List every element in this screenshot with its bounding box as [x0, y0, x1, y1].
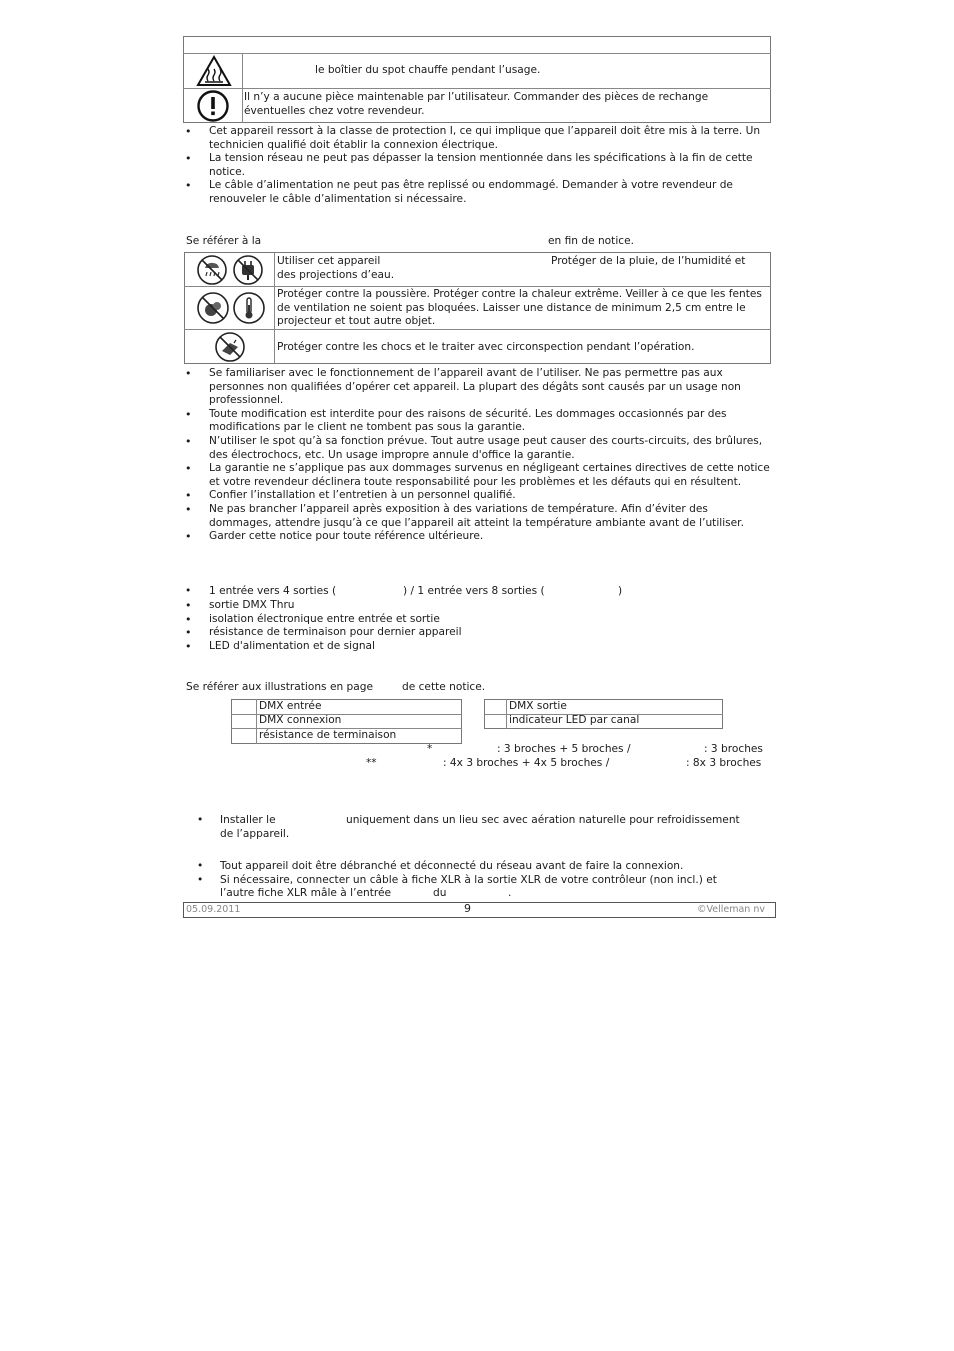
install-1a: Installer le	[220, 814, 276, 826]
list-item: • Le câble d’alimentation ne peut pas être replissé ou endommagé. Demander à votre revendeur de renouveler le câble d’alimentation si nécessaire.	[185, 179, 770, 206]
install-bullet-dot: •	[197, 814, 204, 826]
install-bullet-dot: •	[197, 860, 204, 872]
list-item: • Ne pas brancher l’appareil après exposition à des variations de température. Afin d’éviter des dommages, attendre jusqu’à ce que l’appareil ait atteint la température ambiante avant de l’utiliser.	[185, 503, 770, 530]
install-3b: l’autre fiche XLR mâle à l’entrée	[220, 887, 392, 899]
footer-copyright: ©Velleman nv	[697, 904, 765, 915]
feature-bullet-dot: •	[185, 585, 192, 597]
list-item: • Garder cette notice pour toute référence ultérieure.	[185, 530, 770, 544]
note1-a: : 3 broches + 5 broches /	[497, 743, 631, 755]
note1-b: : 3 broches	[704, 743, 763, 755]
list-item: • N’utiliser le spot qu’à sa fonction prévue. Tout autre usage peut causer des courts-circuits, des brûlures, des électrochocs, etc. Un usage impropre annule d'office la garantie.	[185, 435, 770, 462]
thermometer-icon	[232, 291, 266, 325]
warnings-table-divider	[242, 53, 243, 123]
install-3a: Si nécessaire, connecter un câble à fiche XLR à la sortie XLR de votre contrôleur (non incl.) et	[220, 874, 717, 886]
overview-item-dmx-connection: DMX connexion	[259, 714, 342, 726]
list-item: • isolation électronique entre entrée et sortie	[185, 613, 770, 627]
footer-bar	[183, 902, 776, 918]
install-3d: .	[508, 887, 512, 899]
footer-date: 05.09.2011	[186, 904, 241, 915]
guidelines-row1-a: Utiliser cet appareil	[277, 255, 381, 267]
no-rain-icon	[196, 254, 228, 286]
warning-hot-text: le boîtier du spot chauffe pendant l’usage.	[315, 64, 541, 76]
list-item: • La garantie ne s’applique pas aux dommages survenus en négligeant certaines directives de cette notice et votre revendeur déclinera toute responsabilité pour les problèmes et les défauts qui en résultent.	[185, 462, 770, 489]
warnings-table-divider	[183, 53, 771, 54]
guidelines-intro-right: en fin de notice.	[548, 235, 634, 247]
feature-1b: ) / 1 entrée vers 8 sorties (	[403, 585, 545, 597]
overview-intro-b: de cette notice.	[402, 681, 486, 693]
guidelines-row1-c: des projections d’eau.	[277, 269, 395, 281]
list-item: • Toute modification est interdite pour des raisons de sécurité. Les dommages occasionnés par des modifications par le client ne tombent pas sous la garantie.	[185, 408, 770, 435]
overview-item-terminator: résistance de terminaison	[259, 729, 397, 741]
guidelines-table-divider	[274, 252, 275, 364]
overview-item-led-indicator: indicateur LED par canal	[509, 714, 640, 726]
feature-1c: )	[618, 585, 623, 597]
list-item: • Cet appareil ressort à la classe de protection I, ce qui implique que l’appareil doit être mis à la terre. Un technicien qualifié doit établir la connexion électrique.	[185, 125, 770, 152]
list-item: • LED d'alimentation et de signal	[185, 640, 770, 654]
list-item: • résistance de terminaison pour dernier appareil	[185, 626, 770, 640]
overview-intro-a: Se référer aux illustrations en page	[186, 681, 374, 693]
overview-item-dmx-input: DMX entrée	[259, 700, 322, 712]
list-item: • Se familiariser avec le fonctionnement de l’appareil avant de l’utiliser. Ne pas permettre pas aux personnes non qualifiées d’opérer cet appareil. La plupart des dégâts sont causés par un usage non professionnel.	[185, 367, 770, 408]
warnings-table-divider	[183, 88, 771, 89]
no-dust-icon	[196, 291, 230, 325]
install-3c: du	[433, 887, 447, 899]
general-list	[185, 367, 770, 544]
list-item: • sortie DMX Thru	[185, 599, 770, 613]
list-item: • Confier l’installation et l’entretien à un personnel qualifié.	[185, 489, 770, 503]
install-bullet-dot: •	[197, 874, 204, 886]
guidelines-table-divider	[184, 286, 771, 287]
safety-list	[185, 125, 770, 207]
features-list	[185, 599, 770, 653]
install-1b: uniquement dans un lieu sec avec aération naturelle pour refroidissement	[346, 814, 740, 826]
warning-parts-text: Il n’y a aucune pièce maintenable par l’utilisateur. Commander des pièces de rechange éventuelles chez votre revendeur.	[244, 91, 709, 117]
note2-a: : 4x 3 broches + 4x 5 broches /	[443, 757, 610, 769]
overview-table-divider	[506, 699, 507, 729]
overview-item-dmx-output: DMX sortie	[509, 700, 567, 712]
note2-star: **	[366, 757, 377, 769]
note1-star: *	[427, 743, 433, 755]
install-2: Tout appareil doit être débranché et déconnecté du réseau avant de faire la connexion.	[220, 860, 684, 872]
overview-table-divider	[256, 699, 257, 744]
guidelines-table-divider	[184, 329, 771, 330]
guidelines-row1-b: Protéger de la pluie, de l’humidité et	[551, 255, 746, 267]
exclamation-circle-icon	[196, 89, 230, 123]
feature-1a: 1 entrée vers 4 sorties (	[209, 585, 337, 597]
install-1c: de l’appareil.	[220, 828, 290, 840]
no-shock-icon	[214, 331, 246, 363]
guidelines-row2-text: Protéger contre la poussière. Protéger contre la chaleur extrême. Veiller à ce que les fentes de ventilation ne soient pas bloquées. Laisser une distance de minimum 2,5 cm entre le projecteur et tout autre objet.	[277, 288, 762, 328]
hot-surface-warning-icon	[196, 55, 232, 87]
note2-b: : 8x 3 broches	[686, 757, 762, 769]
guidelines-intro-left: Se référer à la	[186, 235, 262, 247]
list-item: • La tension réseau ne peut pas dépasser la tension mentionnée dans les spécifications à la fin de cette notice.	[185, 152, 770, 179]
no-water-plug-icon	[232, 254, 264, 286]
guidelines-row3-text: Protéger contre les chocs et le traiter avec circonspection pendant l’opération.	[277, 341, 695, 353]
footer-page-number: 9	[464, 902, 471, 915]
